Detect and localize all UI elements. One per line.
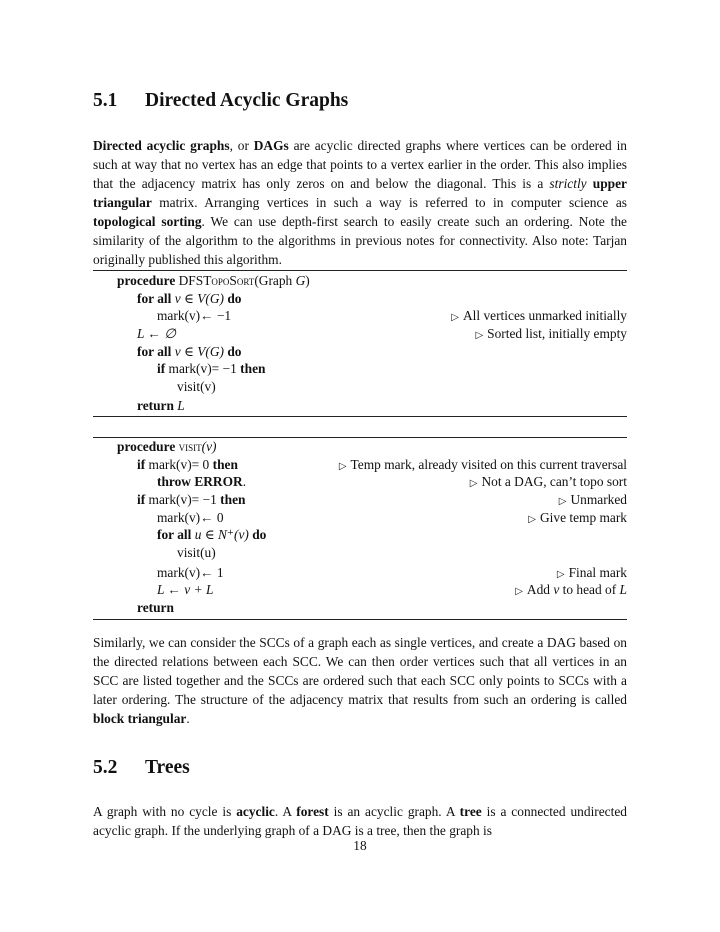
text: , or — [229, 138, 254, 153]
text: mark(v)= −1 — [145, 492, 221, 507]
algorithm-bottom-rule — [93, 416, 627, 417]
comment-triangle-icon: ▷ — [338, 461, 347, 472]
comment-triangle-icon: ▷ — [451, 312, 459, 323]
algorithm-line — [137, 325, 176, 343]
algorithm-line — [137, 491, 245, 509]
text: Not a DAG, can’t topo sort — [481, 474, 627, 489]
algorithm-line — [157, 307, 231, 325]
keyword: return — [137, 398, 174, 413]
algorithm-comment — [339, 456, 627, 474]
algorithm-comment — [528, 509, 627, 527]
keyword: then — [220, 492, 246, 507]
text: Temp mark, already visited on this current traversal — [350, 457, 627, 472]
text: ) — [305, 273, 310, 288]
algorithm-line — [177, 544, 216, 562]
text: Unmarked — [570, 492, 627, 507]
keyword: for all — [157, 527, 192, 542]
algorithm-line — [137, 599, 174, 617]
text: S — [229, 273, 237, 288]
algorithm-line — [117, 272, 310, 290]
section-heading-5-1 — [93, 90, 348, 112]
algorithm-line — [137, 343, 242, 361]
text: Give temp mark — [539, 510, 627, 525]
page-number: 18 — [353, 838, 367, 853]
algorithm-line — [157, 564, 224, 582]
algorithm-comment — [557, 564, 627, 582]
text: DFST — [175, 273, 212, 288]
text: . — [242, 474, 247, 489]
algorithm-dfs-topo-sort — [93, 272, 627, 414]
text: is a connected undirected acyclic graph. If the underlying graph of a DAG is a tree, then the graph is — [93, 804, 627, 838]
keyword: then — [212, 457, 238, 472]
term-dag: Directed acyclic graphs — [93, 138, 230, 153]
comment-triangle-icon: ▷ — [515, 586, 523, 597]
text: Add — [526, 582, 554, 597]
algorithm-line — [157, 526, 266, 544]
term-upper-triangular: upper triangular — [93, 176, 627, 210]
keyword: do — [227, 291, 242, 306]
term-acyclic: acyclic — [236, 804, 275, 819]
algorithm-line — [117, 438, 217, 456]
algorithm-comment — [451, 307, 627, 325]
text: L — [619, 582, 627, 597]
algorithm-visit — [93, 438, 627, 618]
text: . A — [274, 804, 297, 819]
keyword: if — [137, 457, 146, 472]
text: Sorted list, initially empty — [487, 326, 627, 341]
keyword: do — [227, 344, 242, 359]
section-number: 5.1 — [93, 90, 118, 111]
algorithm-line — [137, 456, 238, 474]
algorithm-comment — [470, 473, 627, 491]
algorithm-comment — [559, 491, 627, 509]
text: . We can use depth-first search to easily create such an ordering. Note the similarity of the algorithm to the algorithms in previous notes for connectivity. Also note: Tarjan originally published this algorithm. — [93, 214, 627, 267]
text: visit(u) — [177, 545, 216, 560]
text: is an acyclic graph. A — [328, 804, 460, 819]
algorithm-line — [137, 290, 242, 308]
paragraph-dags — [93, 136, 627, 269]
comment-triangle-icon: ▷ — [558, 496, 567, 507]
keyword: procedure — [117, 439, 176, 454]
text: Similarly, we can consider the SCCs of a graph each as single vertices, and create a DAG based on the directed relations between each SCC. We can then order vertices such that all vertices in an SCC are listed together and the SCCs are ordered such that each SCC only points to SCCs with a later ordering. The structure of the adjacency matrix that results from such an ordering is called — [93, 635, 627, 707]
text: are acyclic directed graphs where vertices can be ordered in such at way that no vertex has an edge that points to a vertex earlier in the order. This also implies that the adjacency matrix has only zeros on and below the diagonal. This is a — [93, 138, 627, 191]
term-forest: forest — [296, 804, 329, 819]
text: v ∈ V(G) — [171, 291, 228, 306]
term-topological-sorting: topological sorting — [93, 214, 202, 229]
text: visit(v) — [177, 379, 216, 394]
text: L ← ∅ — [137, 326, 176, 341]
text: (v) — [201, 439, 217, 454]
algorithm-comment — [515, 581, 627, 599]
keyword: if — [157, 361, 166, 376]
algorithm-line — [157, 509, 224, 527]
algorithm-line — [137, 397, 185, 415]
text: . — [186, 711, 190, 726]
section-heading-5-2 — [93, 757, 190, 779]
text: mark(v)= 0 — [145, 457, 213, 472]
paragraph-trees — [93, 802, 627, 840]
algorithm-comment — [475, 325, 627, 343]
text: mark(v)← 1 — [157, 565, 224, 580]
keyword: for all — [137, 291, 172, 306]
text: opo — [211, 273, 230, 288]
text: v ∈ V(G) — [171, 344, 228, 359]
text: L — [173, 398, 185, 413]
comment-triangle-icon: ▷ — [556, 569, 565, 580]
emphasis-strictly: strictly — [549, 176, 587, 191]
paragraph-scc — [93, 633, 627, 728]
term-dags: DAGs — [253, 138, 289, 153]
text: A graph with no cycle is — [93, 804, 237, 819]
algorithm-line — [177, 378, 216, 396]
text: visit — [175, 439, 202, 454]
keyword: procedure — [117, 273, 176, 288]
term-block-triangular: block triangular — [93, 711, 187, 726]
algorithm-top-rule — [93, 270, 627, 271]
text: v — [553, 582, 560, 597]
text: mark(v)← −1 — [157, 308, 232, 323]
section-number: 5.2 — [93, 757, 118, 778]
keyword: then — [240, 361, 266, 376]
comment-triangle-icon: ▷ — [475, 330, 484, 341]
section-title: Trees — [145, 757, 190, 778]
comment-triangle-icon: ▷ — [469, 478, 478, 489]
algorithm-line — [157, 360, 265, 378]
text: All vertices unmarked initially — [463, 308, 627, 323]
text: mark(v)← 0 — [157, 510, 224, 525]
algorithm-bottom-rule — [93, 619, 627, 620]
algorithm-line — [157, 581, 213, 599]
text: to head of — [559, 582, 620, 597]
keyword: for all — [137, 344, 172, 359]
text: mark(v)= −1 — [165, 361, 241, 376]
comment-triangle-icon: ▷ — [528, 514, 536, 525]
section-title: Directed Acyclic Graphs — [145, 90, 349, 111]
keyword: throw ERROR — [157, 474, 243, 489]
algorithm-line — [157, 473, 246, 491]
keyword: return — [137, 600, 174, 615]
keyword: do — [252, 527, 267, 542]
text: matrix. Arranging vertices in such a way is referred to in computer science as — [151, 195, 627, 210]
term-tree: tree — [459, 804, 482, 819]
text: ort — [236, 273, 255, 288]
text: (Graph — [254, 273, 296, 288]
keyword: if — [137, 492, 146, 507]
text: Final mark — [568, 565, 627, 580]
text: L ← v + L — [157, 582, 214, 597]
text: u ∈ N⁺(v) — [191, 527, 253, 542]
text: G — [295, 273, 306, 288]
